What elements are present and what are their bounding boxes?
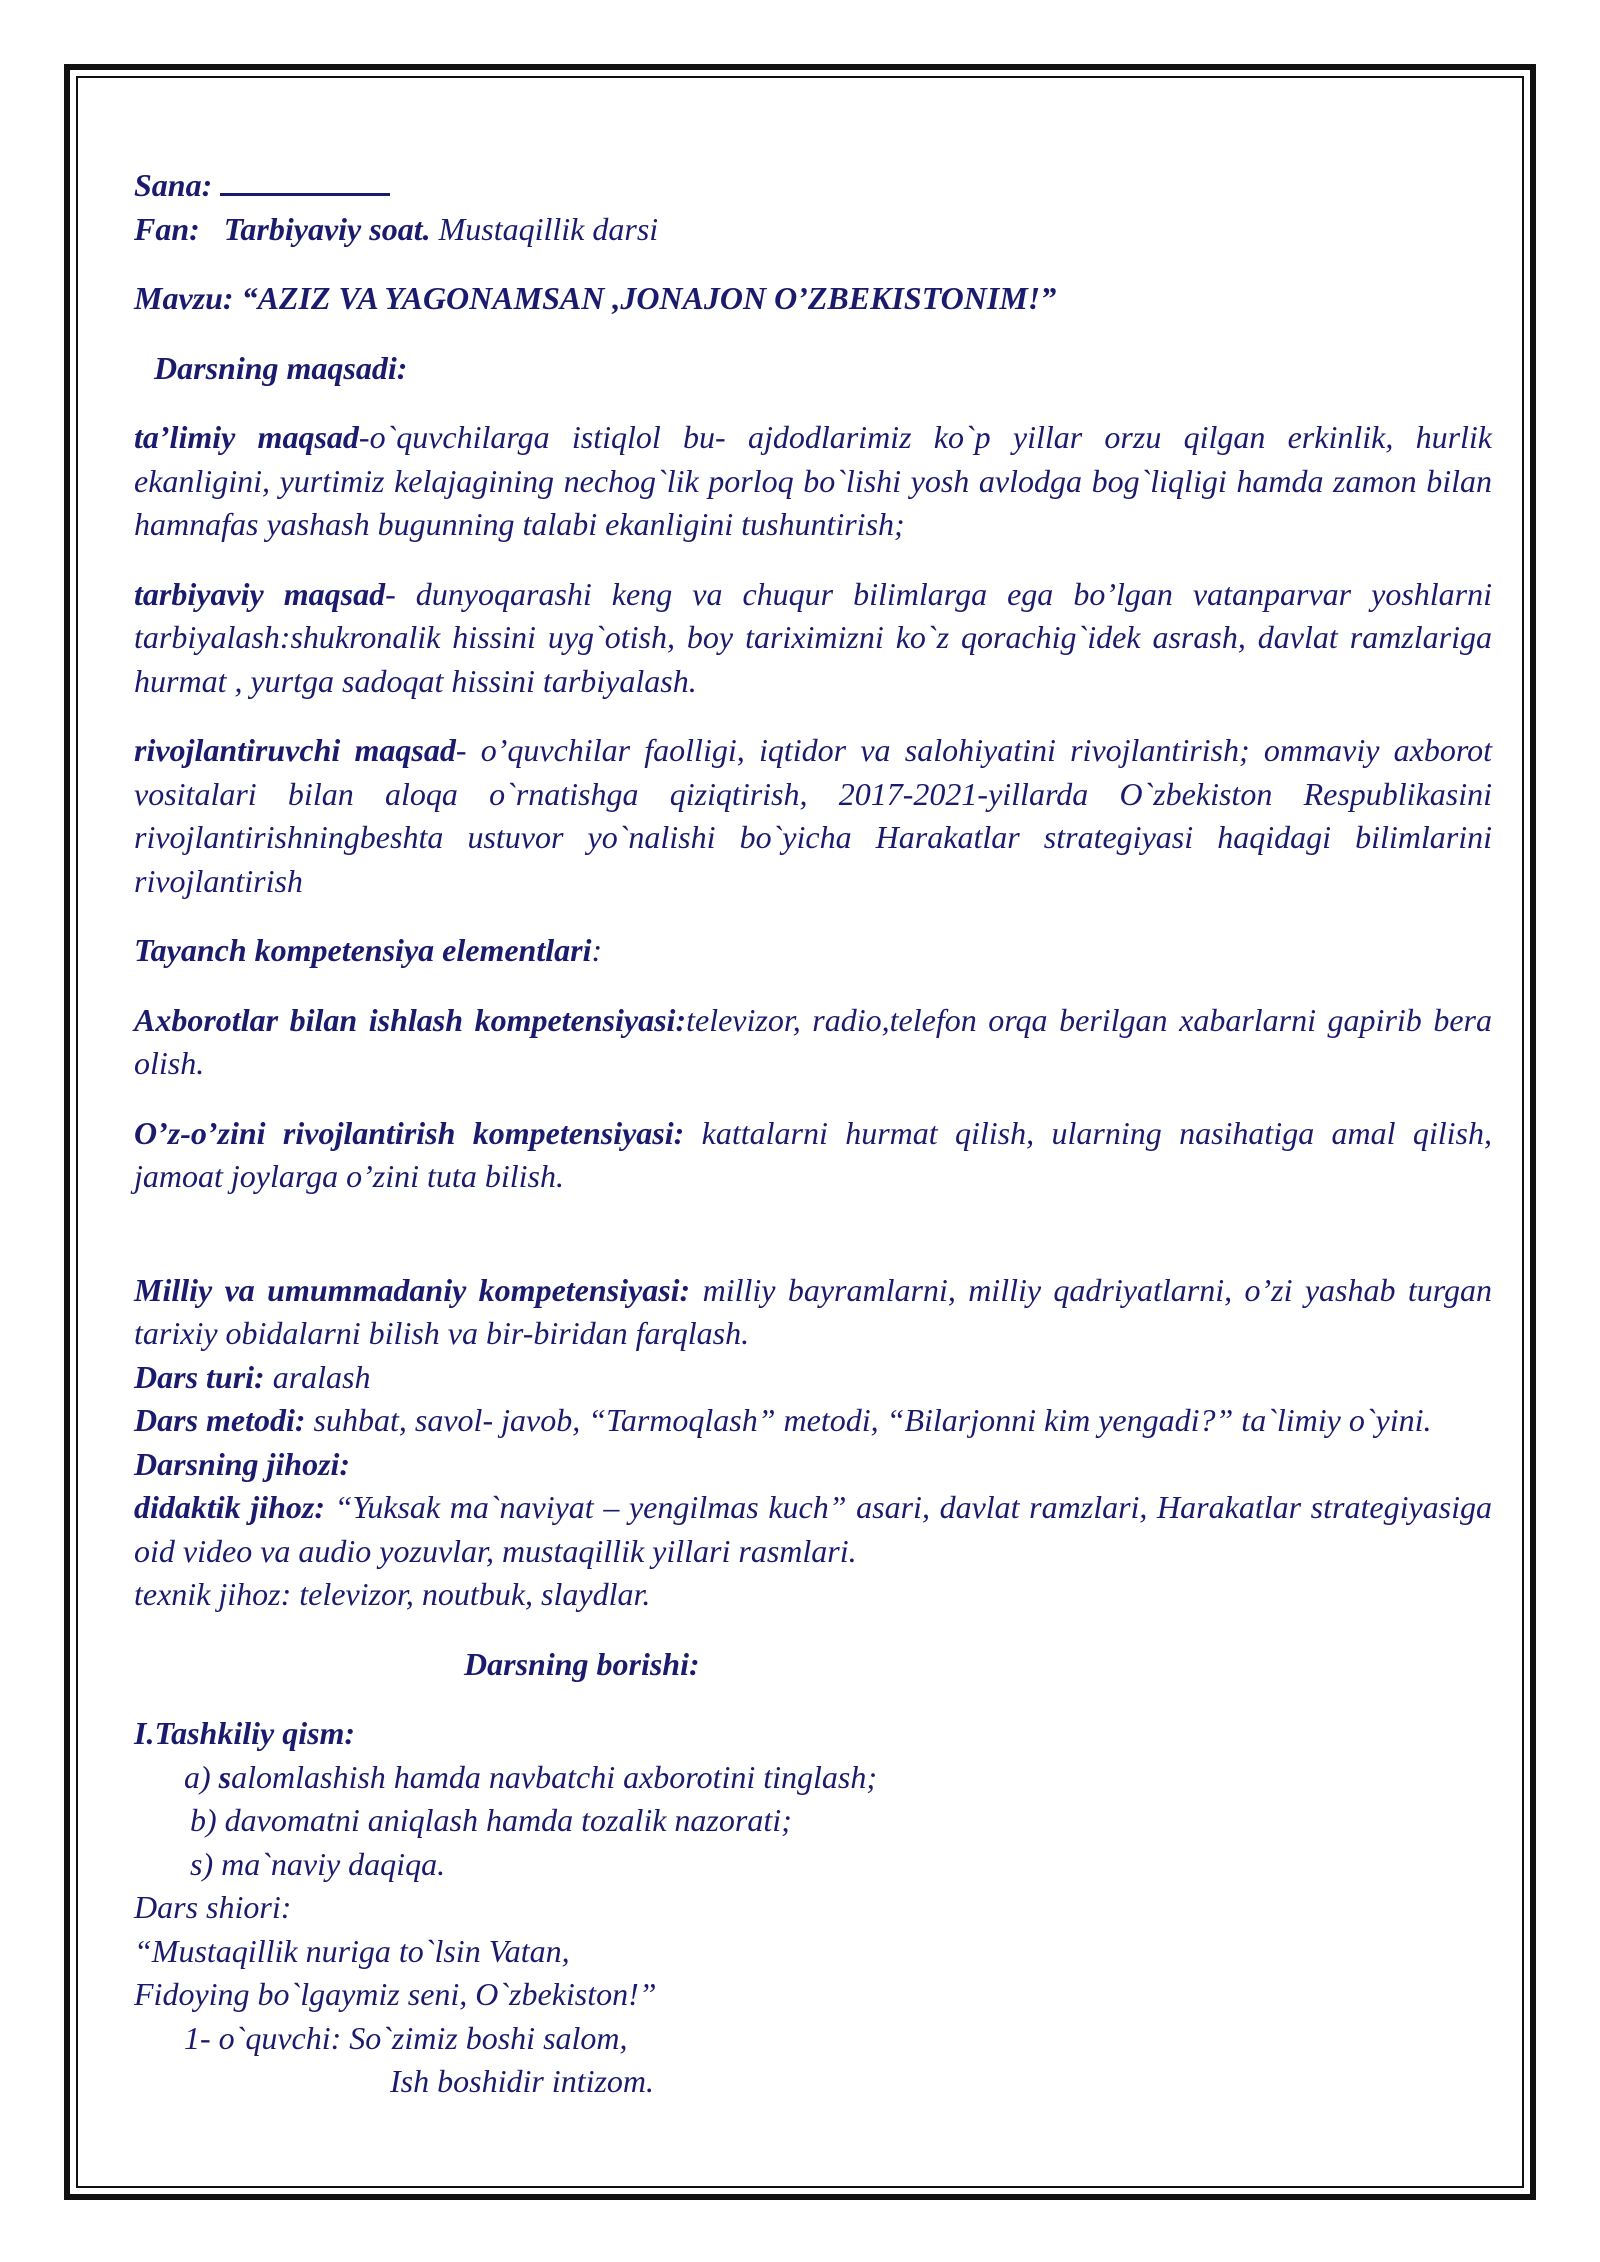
national-competency-label: Milliy va umummadaniy kompetensiyasi: bbox=[134, 1271, 691, 1308]
technical-equipment: texnik jihoz: televizor, noutbuk, slaydlar. bbox=[134, 1576, 651, 1612]
information-competency bbox=[134, 999, 1492, 1086]
educational-goal bbox=[134, 416, 1492, 547]
developmental-goal bbox=[134, 729, 1492, 903]
lesson-method bbox=[134, 1399, 1492, 1443]
competencies-heading-colon: : bbox=[591, 932, 603, 968]
upbringing-goal bbox=[134, 573, 1492, 704]
subject-label: Fan: bbox=[134, 210, 200, 247]
date-label: Sana: bbox=[134, 167, 213, 203]
motto-line-2: Fidoying bo`lgaymiz seni, O`zbekiston!” bbox=[134, 1976, 657, 2012]
national-competency-text: milliy bayramlarni, milliy qadriyatlarni, o’zi yashab turgan tarixiy obidalarni bilish va bir-biridan farqlash. bbox=[134, 1271, 1493, 1351]
date-line bbox=[134, 163, 1492, 208]
lesson-type-value: aralash bbox=[264, 1358, 371, 1395]
competencies-heading-text: Tayanch kompetensiya elementlari bbox=[134, 932, 592, 968]
organizational-part-heading: I.Tashkiliy qism: bbox=[134, 1715, 356, 1751]
list-item-b: b) davomatni aniqlash hamda tozalik nazorati; bbox=[190, 1802, 792, 1838]
subject-value-bold: Tarbiyaviy soat. bbox=[223, 210, 431, 247]
national-competency bbox=[134, 1269, 1492, 1356]
date-blank bbox=[220, 163, 390, 196]
didactic-equipment-value: “Yuksak ma`naviyat – yengilmas kuch” asari, davlat ramzlari, Harakatlar strategiyasiga oid video va audio yozuvlar, mustaqillik yillari rasmlari. bbox=[134, 1489, 1493, 1569]
educational-goal-label: ta’limiy maqsad bbox=[134, 419, 359, 455]
information-competency-label: Axborotlar bilan ishlash kompetensiyasi: bbox=[134, 1001, 687, 1038]
lesson-type-label: Dars turi: bbox=[134, 1358, 265, 1395]
upbringing-goal-label: tarbiyaviy maqsad bbox=[134, 575, 386, 612]
motto-label: Dars shiori: bbox=[134, 1889, 292, 1925]
list-item-a-text: alomlashish hamda navbatchi axborotini tinglash; bbox=[231, 1758, 878, 1795]
developmental-goal-label: rivojlantiruvchi maqsad bbox=[134, 732, 456, 768]
educational-goal-text: -o`quvchilarga istiqlol bu- ajdodlarimiz ko`p yillar orzu qilgan erkinlik, hurlik ekanligini, yurtimiz kelajagining nechog`lik porloq bo`lishi yosh avlodga bog`liqligi hamda zamon bilan hamnafas yashash bugunning talabi ekanligini tushuntirish; bbox=[134, 419, 1493, 542]
self-development-competency bbox=[134, 1112, 1492, 1199]
list-item-a-prefix: a) bbox=[184, 1758, 219, 1795]
self-development-competency-text: kattalarni hurmat qilish, ularning nasihatiga amal qilish, jamoat joylarga o’zini tuta bilish. bbox=[134, 1114, 1493, 1194]
self-development-competency-label: O’z-o’zini rivojlantirish kompetensiyasi: bbox=[134, 1114, 685, 1151]
goals-heading: Darsning maqsadi: bbox=[154, 349, 408, 386]
information-competency-text: televizor, radio,telefon orqa berilgan xabarlarni gapirib bera olish. bbox=[134, 1001, 1493, 1081]
list-item-s: s) ma`naviy daqiqa. bbox=[190, 1845, 446, 1882]
pupil-1-line-2: Ish boshidir intizom. bbox=[390, 2063, 655, 2099]
list-item-a-bold: s bbox=[218, 1758, 232, 1795]
motto-line-1: “Mustaqillik nuriga to`lsin Vatan, bbox=[134, 1932, 570, 1969]
lesson-plan-document bbox=[134, 163, 1492, 2104]
lesson-method-value: suhbat, savol- javob, “Tarmoqlash” metodi, “Bilarjonni kim yengadi?” ta`limiy o`yini. bbox=[305, 1402, 1432, 1438]
didactic-equipment-label: didaktik jihoz: bbox=[134, 1489, 325, 1525]
lesson-progress-heading: Darsning borishi: bbox=[464, 1645, 700, 1682]
subject-line bbox=[134, 208, 1492, 252]
list-item-a bbox=[134, 1756, 1492, 1800]
topic-value: “AZIZ VA YAGONAMSAN ,JONAJON O’ZBEKISTONIM!” bbox=[233, 280, 1057, 316]
topic-line bbox=[134, 277, 1492, 321]
topic-label: Mavzu: bbox=[134, 280, 234, 316]
lesson-method-label: Dars metodi: bbox=[134, 1402, 306, 1438]
subject-value: Mustaqillik darsi bbox=[430, 210, 659, 247]
upbringing-goal-text: - dunyoqarashi keng va chuqur bilimlarga ega bo’lgan vatanparvar yoshlarni tarbiyalash:shukronalik hissini uyg`otish, boy tariximizni ko`z qorachig`idek asrash, davlat ramzlariga hurmat , yurtga sadoqat hissini tarbiyalash. bbox=[134, 575, 1493, 699]
lesson-type bbox=[134, 1356, 1492, 1400]
pupil-1-line-1: 1- o`quvchi: So`zimiz boshi salom, bbox=[184, 2019, 628, 2056]
developmental-goal-text: - o’quvchilar faolligi, iqtidor va salohiyatini rivojlantirish; ommaviy axborot vositalari bilan aloqa o`rnatishga qiziqtirish, 2017-2021-yillarda O`zbekiston Respublikasini rivojlantirishningbeshta ustuvor yo`nalishi bo`yicha Harakatlar strategiyasi haqidagi bilimlarini rivojlantirish bbox=[134, 732, 1493, 899]
didactic-equipment bbox=[134, 1486, 1492, 1573]
competencies-heading bbox=[134, 929, 1492, 973]
equipment-heading: Darsning jihozi: bbox=[134, 1445, 351, 1482]
